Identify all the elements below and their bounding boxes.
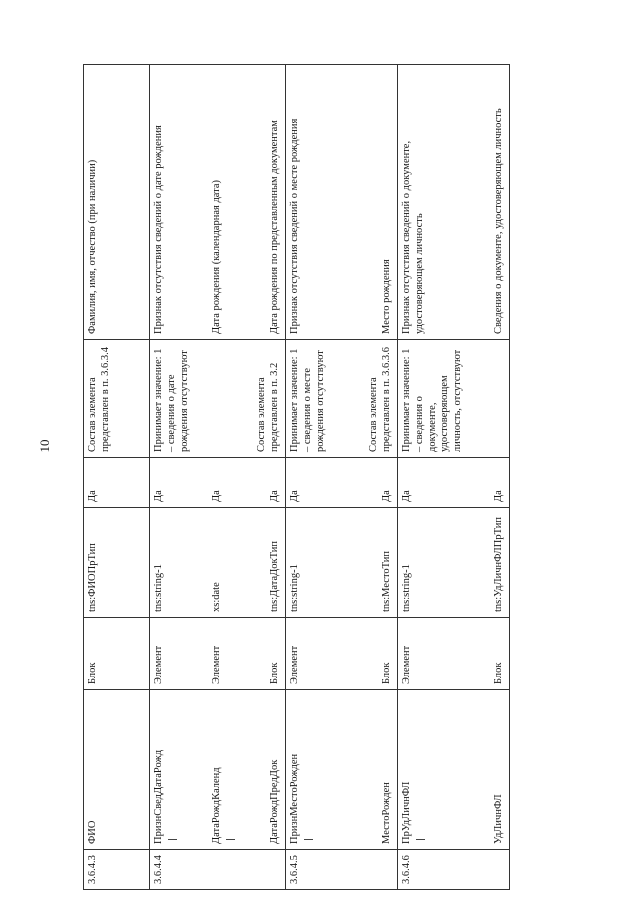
- element-note: Состав элемента представлен в п. 3.6.3.4: [84, 340, 150, 458]
- element-description: Признак отсутствия сведений о месте рождения: [289, 118, 300, 334]
- tree-mark: [416, 839, 425, 840]
- element-type: tns:string-1: [289, 564, 300, 612]
- element-description-cell: [286, 65, 398, 340]
- element-type: tns:string-1: [153, 564, 164, 612]
- element-note-cell: [398, 340, 510, 458]
- element-description-cell: [398, 65, 510, 340]
- tree-mark: [226, 839, 235, 840]
- element-note: Состав элемента представлен в п. 3.6.3.6: [368, 346, 393, 452]
- element-description: Фамилия, имя, отчество (при наличии): [84, 65, 150, 340]
- element-kind: Элемент: [153, 645, 164, 684]
- element-note-cell: [150, 340, 286, 458]
- required-flag: Да: [211, 490, 223, 502]
- row-number: 3.6.4.3: [84, 850, 150, 890]
- element-description: Место рождения: [381, 259, 393, 334]
- element-kind-cell: [150, 618, 286, 690]
- element-type-cell: [286, 508, 398, 618]
- element-name: ДатаРождПредДок: [269, 759, 281, 844]
- element-name: МестоРожден: [381, 782, 393, 844]
- element-description: Признак отсутствия сведений о дате рождения: [153, 125, 164, 334]
- required-flag-cell: [150, 458, 286, 508]
- required-flag: Да: [401, 490, 412, 502]
- required-flag: Да: [381, 490, 393, 502]
- element-name: ФИО: [84, 690, 150, 850]
- required-flag: Да: [153, 490, 164, 502]
- required-flag: Да: [84, 458, 150, 508]
- element-name: ПризнМестоРожден: [289, 753, 300, 844]
- required-flag-cell: [398, 458, 510, 508]
- element-type: tns:МестоТип: [381, 550, 393, 612]
- table-row: [286, 65, 398, 890]
- data-table: [83, 64, 510, 890]
- element-type-cell: [150, 508, 286, 618]
- table-row: [150, 65, 286, 890]
- element-kind: Элемент: [289, 645, 300, 684]
- tree-mark: [168, 839, 177, 840]
- page-number: 10: [37, 439, 52, 453]
- element-note: Принимает значение: 1 – сведения о документе, удостоверяющем личность, отсутствуют: [401, 348, 464, 452]
- element-type: tns:ДатаДокТип: [269, 540, 281, 612]
- element-kind-cell: [398, 618, 510, 690]
- table-row: [84, 65, 150, 890]
- element-type: tns:УдЛичнФЛПрТип: [493, 517, 505, 612]
- element-description: Сведения о документе, удостоверяющем личность: [493, 108, 505, 334]
- tree-mark: [304, 839, 313, 840]
- element-kind-cell: [286, 618, 398, 690]
- element-name: ПрУдЛичнФЛ: [401, 781, 412, 844]
- element-name-cell: [398, 690, 510, 850]
- element-name-cell: [286, 690, 398, 850]
- element-kind: Блок: [269, 662, 281, 684]
- element-note: Состав элемента представлен в п. 3.2: [256, 362, 281, 452]
- element-name: ПризнСведДатаРожд: [153, 749, 164, 844]
- element-name: ДатаРождКаленд: [211, 767, 223, 844]
- required-flag-cell: [286, 458, 398, 508]
- required-flag: Да: [289, 490, 300, 502]
- element-type: tns:string-1: [401, 564, 412, 612]
- table-row: [398, 65, 510, 890]
- row-number: 3.6.4.4: [150, 850, 286, 890]
- element-kind: Элемент: [401, 645, 412, 684]
- element-description-cell: [150, 65, 286, 340]
- element-description: Признак отсутствия сведений о документе, удостоверяющем личность: [401, 140, 425, 334]
- element-description: Дата рождения по представленным документам: [269, 120, 281, 334]
- element-name: УдЛичнФЛ: [493, 794, 505, 844]
- element-note-cell: [286, 340, 398, 458]
- row-number: 3.6.4.6: [398, 850, 510, 890]
- element-note: Принимает значение: 1 – сведения о дате рождения отсутствуют: [153, 348, 190, 452]
- required-flag: Да: [493, 490, 505, 502]
- row-number: 3.6.4.5: [286, 850, 398, 890]
- element-note: Принимает значение: 1 – сведения о месте рождения отсутствуют: [289, 348, 326, 452]
- element-kind: Блок: [493, 662, 505, 684]
- element-type: xs:date: [211, 582, 223, 612]
- element-description: Дата рождения (календарная дата): [211, 179, 223, 334]
- element-type: tns:ФИОПрТип: [84, 508, 150, 618]
- required-flag: Да: [269, 490, 281, 502]
- element-name-cell: [150, 690, 286, 850]
- element-type-cell: [398, 508, 510, 618]
- element-kind: Блок: [84, 618, 150, 690]
- element-kind: Элемент: [211, 645, 223, 684]
- element-kind: Блок: [381, 662, 393, 684]
- rotated-table-wrapper: [83, 65, 509, 890]
